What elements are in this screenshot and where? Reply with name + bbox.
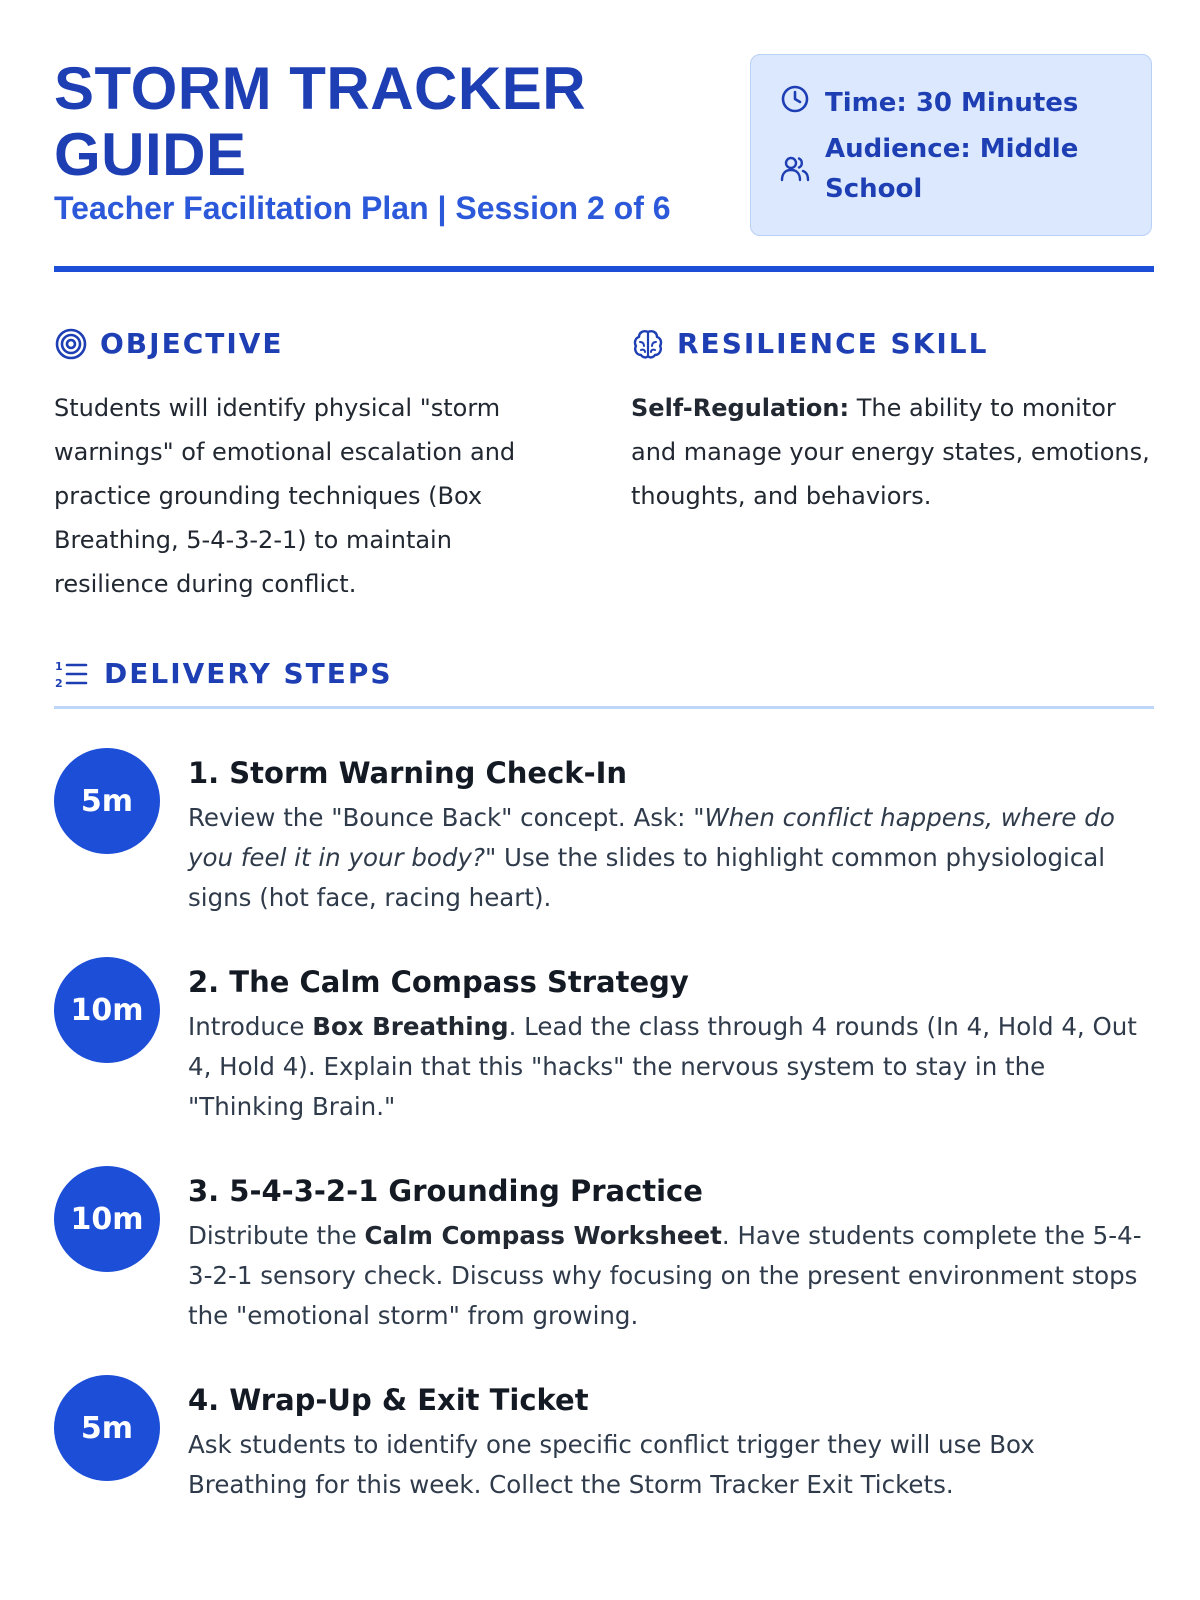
- step-title: 3. 5-4-3-2-1 Grounding Practice: [188, 1174, 703, 1208]
- objective-heading: OBJECTIVE: [100, 327, 284, 360]
- objective-text: Students will identify physical "storm warnings" of emotional escalation and practice grounding techniques (Box Breathing, 5-4-3-2-1) to maintain resilience during conflict.: [54, 394, 516, 598]
- time-label: Time: 30 Minutes: [825, 88, 1079, 118]
- audience-label: Audience: Middle School: [825, 134, 1079, 204]
- step-text: Ask students to identify one specific conflict trigger they will use Box Breathing for this week. Collect the Storm Tracker Exit Tickets.: [188, 1430, 1035, 1499]
- session-info-box: [750, 54, 1152, 236]
- delivery-steps-header: [54, 654, 1154, 694]
- skill-text: [631, 386, 1154, 518]
- skill-term: Self-Regulation:: [631, 394, 850, 422]
- skill-definition: The ability to monitor and manage your energy states, emotions, thoughts, and behaviors.: [631, 394, 1150, 510]
- duration-badge: 10m: [54, 957, 160, 1063]
- page-title: STORM TRACKER GUIDE: [54, 55, 587, 188]
- step-text: Review the "Bounce Back" concept. Ask:: [188, 803, 694, 832]
- clock-icon: [779, 83, 811, 115]
- header: [54, 54, 1154, 268]
- steps-divider: [54, 706, 1154, 709]
- step-description: [188, 1216, 1154, 1336]
- step-content: [188, 1377, 1154, 1505]
- step-content: [188, 750, 1154, 918]
- step-content: [188, 1168, 1154, 1336]
- step-title: 2. The Calm Compass Strategy: [188, 965, 689, 999]
- delivery-steps-heading: DELIVERY STEPS: [104, 657, 393, 690]
- skill-heading: RESILIENCE SKILL: [677, 327, 989, 360]
- duration-badge: 10m: [54, 1166, 160, 1272]
- step-text: Distribute the: [188, 1221, 365, 1250]
- time-info: [779, 83, 1145, 123]
- step-description: [188, 798, 1154, 918]
- header-divider: [54, 266, 1154, 272]
- step-text: Introduce: [188, 1012, 313, 1041]
- step-text: Use the slides to highlight common physiological signs (hot face, racing heart).: [188, 843, 1106, 912]
- step-emphasis: Box Breathing: [312, 1012, 509, 1041]
- objective-header: [54, 324, 554, 364]
- duration-badge: 5m: [54, 748, 160, 854]
- skill-header: [631, 324, 1154, 364]
- resilience-skill-section: [631, 324, 1154, 518]
- step-title: 4. Wrap-Up & Exit Ticket: [188, 1383, 589, 1417]
- step-description: [188, 1007, 1154, 1127]
- duration-badge: 5m: [54, 1375, 160, 1481]
- svg-text:1: 1: [55, 660, 63, 673]
- target-icon: [54, 327, 88, 361]
- brain-icon: [631, 327, 665, 361]
- step-text: . Lead the class through 4 rounds (In 4, Hold 4, Out 4, Hold 4). Explain that this "hacks" the nervous system to stay in the "Thinking Brain.": [188, 1012, 1137, 1121]
- audience-info: [779, 129, 1145, 209]
- users-icon: [779, 153, 811, 185]
- page-subtitle: Teacher Facilitation Plan | Session 2 of 6: [54, 190, 671, 226]
- step-title: 1. Storm Warning Check-In: [188, 756, 628, 790]
- step-emphasis: Calm Compass Worksheet: [364, 1221, 722, 1250]
- objective-section: [54, 324, 554, 606]
- step-content: [188, 959, 1154, 1127]
- step-quote: "When conflict happens, where do you feel it in your body?": [188, 803, 1115, 872]
- numbered-list-icon: [54, 657, 88, 691]
- step-text: . Have students complete the 5-4-3-2-1 sensory check. Discuss why focusing on the present environment stops the "emotional storm" from growing.: [188, 1221, 1142, 1330]
- delivery-steps-section: [54, 654, 1154, 694]
- facilitation-guide: [54, 54, 1154, 1499]
- step-description: [188, 1425, 1154, 1505]
- svg-text:2: 2: [55, 677, 63, 690]
- overview-columns: [54, 324, 1154, 604]
